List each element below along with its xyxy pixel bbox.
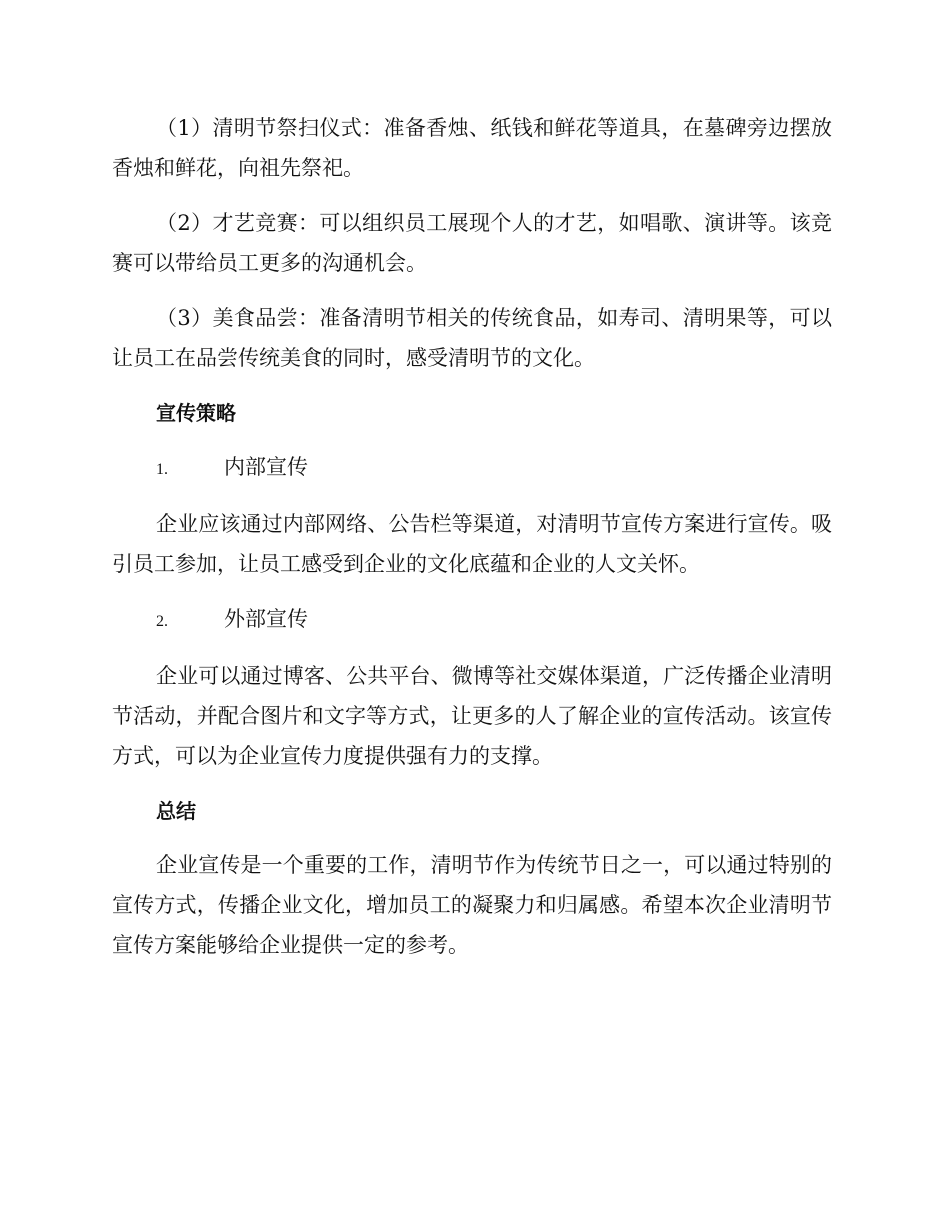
- external-promotion-paragraph: 企业可以通过博客、公共平台、微博等社交媒体渠道，广泛传播企业清明节活动，并配合图片和文字等方式，让更多的人了解企业的宣传活动。该宣传方式，可以为企业宣传力度提供强有力的支撑。: [112, 664, 832, 768]
- summary-paragraph: 企业宣传是一个重要的工作，清明节作为传统节日之一，可以通过特别的宣传方式，传播企业文化，增加员工的凝聚力和归属感。希望本次企业清明节宣传方案能够给企业提供一定的参考。: [112, 853, 832, 957]
- section-heading-promotion: 宣传策略: [156, 401, 236, 425]
- item-title: 内部宣传: [224, 455, 308, 479]
- item-title: 外部宣传: [224, 607, 308, 631]
- internal-promotion-paragraph: 企业应该通过内部网络、公告栏等渠道，对清明节宣传方案进行宣传。吸引员工参加，让员工感受到企业的文化底蕴和企业的人文关怀。: [112, 512, 832, 576]
- item-number: 1.: [156, 461, 168, 478]
- item-number: 2.: [156, 613, 168, 630]
- document-body: [112, 108, 832, 965]
- section-heading-summary: 总结: [156, 799, 196, 823]
- activity-paragraph-3: （3）美食品尝：准备清明节相关的传统食品，如寿司、清明果等，可以让员工在品尝传统美食的同时，感受清明节的文化。: [112, 306, 832, 370]
- numbered-item-internal: [112, 447, 832, 490]
- activity-paragraph-1: （1）清明节祭扫仪式：准备香烛、纸钱和鲜花等道具，在墓碑旁边摆放香烛和鲜花，向祖先祭祀。: [112, 116, 832, 180]
- activity-paragraph-2: （2）才艺竞赛：可以组织员工展现个人的才艺，如唱歌、演讲等。该竞赛可以带给员工更多的沟通机会。: [112, 211, 832, 275]
- numbered-item-external: [112, 599, 832, 642]
